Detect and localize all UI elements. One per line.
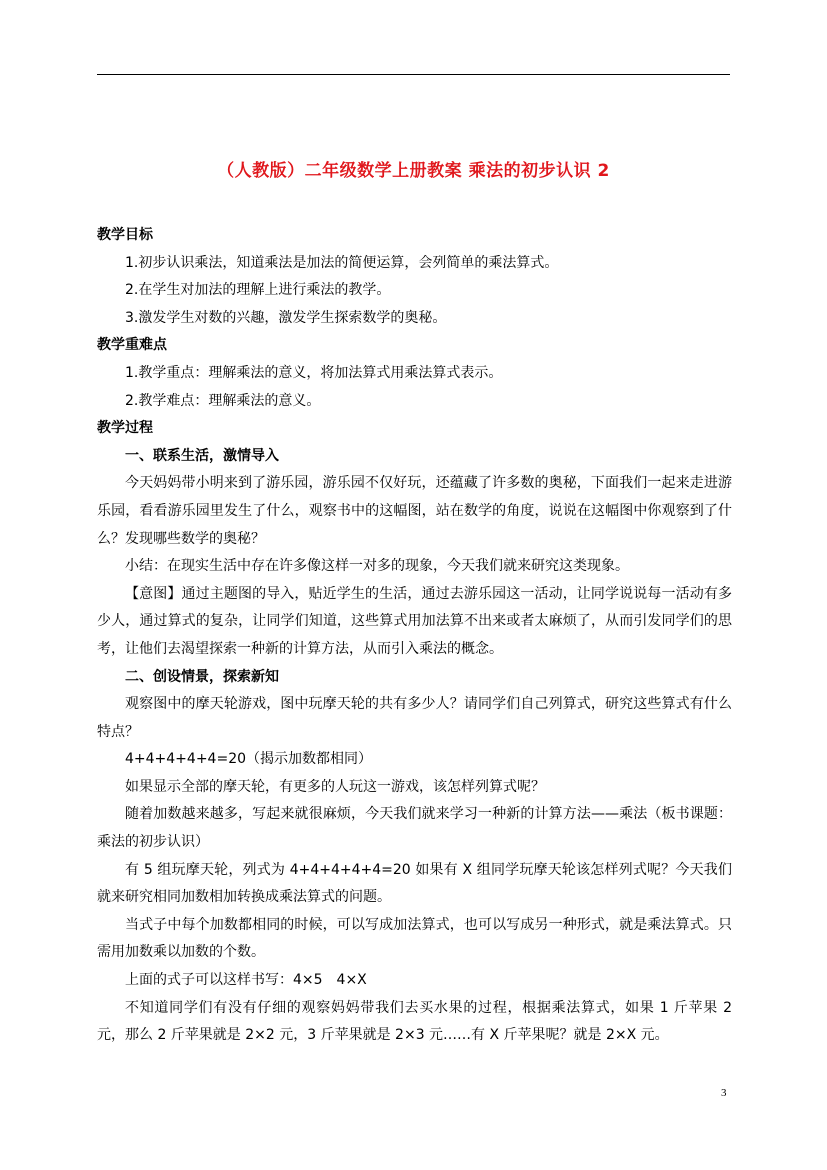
paragraph: 观察图中的摩天轮游戏，图中玩摩天轮的共有多少人？请同学们自己列算式，研究这些算式有什么特点？ xyxy=(97,696,732,740)
paragraph: 2.教学难点：理解乘法的意义。 xyxy=(125,392,321,409)
header-rule xyxy=(97,74,730,75)
lesson-body xyxy=(97,222,732,1050)
section-heading: 教学过程 xyxy=(97,420,153,437)
paragraph: 1.教学重点：理解乘法的意义，将加法算式用乘法算式表示。 xyxy=(125,364,503,381)
page-number: 3 xyxy=(721,1087,727,1099)
paragraph: 1.初步认识乘法，知道乘法是加法的简便运算，会列简单的乘法算式。 xyxy=(125,254,559,271)
paragraph: 【意图】通过主题图的导入，贴近学生的生活，通过去游乐园这一活动，让同学说说每一活动有多少人，通过算式的复杂，让同学们知道，这些算式用加法算不出来或者太麻烦了，从而引发同学们的思考，让他们去渴望探索一种新的计算方法，从而引入乘法的概念。 xyxy=(97,585,732,657)
section-heading: 教学重难点 xyxy=(97,337,167,354)
paragraph: 上面的式子可以这样书写：4×5 4×X xyxy=(125,972,367,989)
paragraph: 小结：在现实生活中存在许多像这样一对多的现象，今天我们就来研究这类现象。 xyxy=(125,558,629,575)
paragraph: 随着加数越来越多，写起来就很麻烦，今天我们就来学习一种新的计算方法——乘法（板书课题：乘法的初步认识） xyxy=(97,806,732,851)
paragraph: 不知道同学们有没有仔细的观察妈妈带我们去买水果的过程，根据乘法算式，如果 1 斤苹果 2 元，那么 2 斤苹果就是 2×2 元，3 斤苹果就是 2×3 元……有 X 斤苹果呢？就是 2×X 元。 xyxy=(97,999,732,1044)
paragraph: 今天妈妈带小明来到了游乐园，游乐园不仅好玩，还蕴藏了许多数的奥秘，下面我们一起来走进游乐园，看看游乐园里发生了什么，观察书中的这幅图，站在数学的角度，说说在这幅图中你观察到了什么？发现哪些数学的奥秘？ xyxy=(97,475,732,547)
paragraph: 如果显示全部的摩天轮，有更多的人玩这一游戏，该怎样列算式呢？ xyxy=(125,778,545,795)
section-heading: 二、创设情景，探索新知 xyxy=(125,668,279,685)
section-heading: 一、联系生活，激情导入 xyxy=(125,447,279,464)
paragraph: 3.激发学生对数的兴趣，激发学生探索数学的奥秘。 xyxy=(125,309,447,326)
paragraph: 4+4+4+4+4=20（揭示加数都相同） xyxy=(125,751,373,768)
paragraph: 当式子中每个加数都相同的时候，可以写成加法算式，也可以写成另一种形式，就是乘法算式。只需用加数乘以加数的个数。 xyxy=(97,916,732,961)
paragraph: 有 5 组玩摩天轮，列式为 4+4+4+4+4=20 如果有 X 组同学玩摩天轮该怎样列式呢？今天我们就来研究相同加数相加转换成乘法算式的问题。 xyxy=(97,861,732,906)
paragraph: 2.在学生对加法的理解上进行乘法的教学。 xyxy=(125,282,391,299)
page-title: （人教版）二年级数学上册教案 乘法的初步认识 2 xyxy=(217,161,610,181)
section-heading: 教学目标 xyxy=(97,227,153,243)
